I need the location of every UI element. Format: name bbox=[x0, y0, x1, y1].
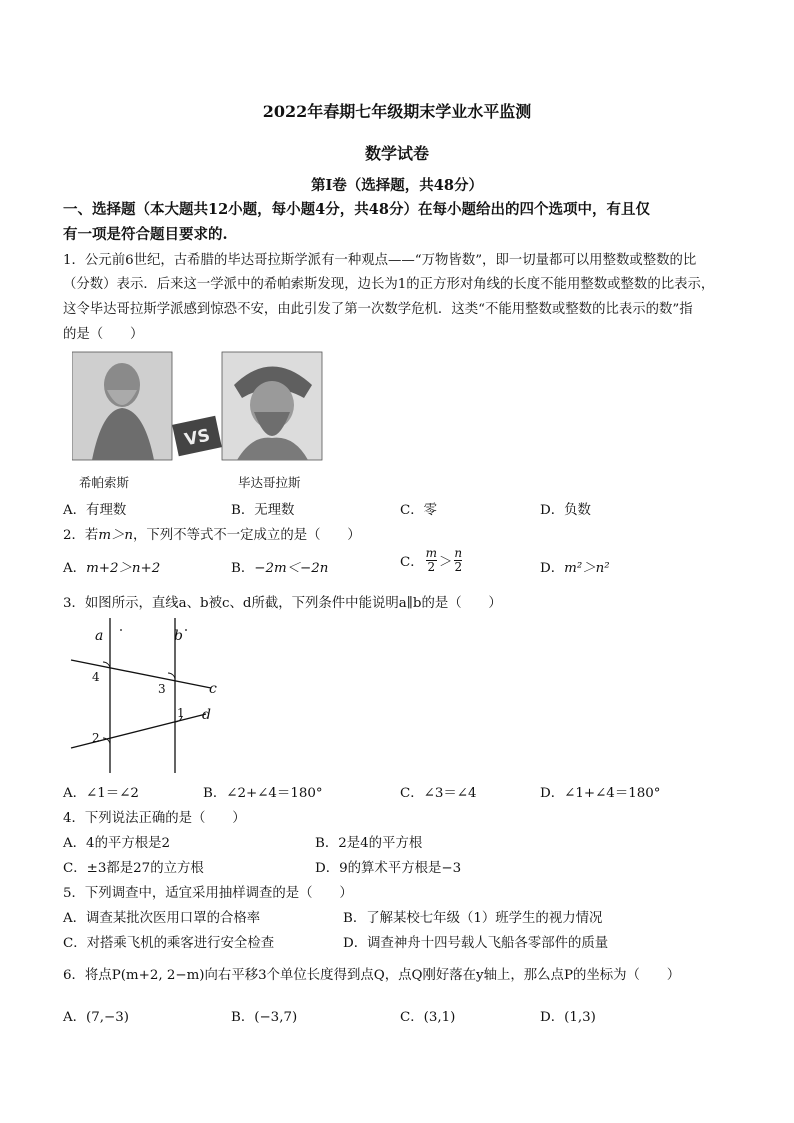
q2-option-d bbox=[540, 557, 610, 576]
q4-stem: 4．下列说法正确的是（ ） bbox=[63, 811, 246, 826]
q2-stem bbox=[63, 524, 361, 543]
q1-line2: （分数）表示．后来这一学派中的希帕索斯发现，边长为1的正方形对角线的长度不能用整数或整数的比表示， bbox=[63, 277, 715, 292]
q5-option-d: D．调查神舟十四号载人飞船各零部件的质量 bbox=[343, 936, 609, 951]
label-line-d: d bbox=[202, 707, 211, 723]
portraits-illustration bbox=[72, 350, 327, 465]
vs-text: VS bbox=[182, 425, 212, 451]
label-line-a: a bbox=[95, 628, 104, 644]
exam-title: 2022年春期七年级期末学业水平监测 bbox=[262, 102, 532, 121]
q1-figure bbox=[72, 350, 327, 465]
q6-option-a: A．(7,−3) bbox=[63, 1010, 130, 1025]
q1-line1: 1．公元前6世纪，古希腊的毕达哥拉斯学派有一种观点——“万物皆数”，即一切量都可以用整数或整数的比 bbox=[63, 253, 697, 268]
q5-stem: 5．下列调查中，适宜采用抽样调查的是（ ） bbox=[63, 886, 353, 901]
q5-option-b: B．了解某校七年级（1）班学生的视力情况 bbox=[343, 911, 603, 926]
q3-option-c: C．∠3＝∠4 bbox=[400, 786, 477, 801]
q2-stem-expr: m＞n bbox=[98, 528, 134, 543]
q2-option-c-frac1: $\frac{m}{2}$ bbox=[425, 546, 438, 574]
q2-option-d-label: D． bbox=[540, 561, 565, 576]
label-angle-2: 2 bbox=[92, 731, 100, 745]
q1-option-c: C．零 bbox=[400, 503, 438, 518]
q2-option-d-expr: m²＞n² bbox=[564, 561, 610, 576]
q1-option-a: A．有理数 bbox=[63, 503, 127, 518]
q4-option-a: A．4的平方根是2 bbox=[63, 836, 171, 851]
q3-option-a: A．∠1＝∠2 bbox=[63, 786, 139, 801]
q3-option-d: D．∠1+∠4＝180° bbox=[540, 786, 661, 801]
q3-figure bbox=[66, 618, 228, 773]
label-line-c: c bbox=[209, 681, 217, 697]
q2-option-a bbox=[63, 557, 160, 576]
q2-option-b-label: B． bbox=[231, 561, 255, 576]
q6-option-b: B．(−3,7) bbox=[231, 1010, 298, 1025]
label-angle-1: 1 bbox=[177, 706, 185, 720]
label-line-b: b bbox=[174, 628, 183, 644]
caption-hippasus: 希帕索斯 bbox=[79, 475, 130, 490]
q2-stem-prefix: 2．若 bbox=[63, 528, 99, 543]
q2-option-b bbox=[231, 557, 328, 576]
caption-pythagoras: 毕达哥拉斯 bbox=[238, 475, 301, 490]
q4-option-c: C．±3都是27的立方根 bbox=[63, 861, 204, 876]
q1-line4: 的是（ ） bbox=[63, 327, 144, 342]
q3-option-b: B．∠2+∠4＝180° bbox=[203, 786, 323, 801]
section-heading-line1: 一、选择题（本大题共12小题，每小题4分，共48分）在每小题给出的四个选项中，有且仅 bbox=[63, 201, 650, 218]
q2-option-c-gt: ＞ bbox=[439, 555, 453, 570]
q4-option-d: D．9的算术平方根是−3 bbox=[315, 861, 462, 876]
q2-option-b-expr: −2m＜−2n bbox=[254, 561, 329, 576]
part-heading: 第Ⅰ卷（选择题，共48分） bbox=[311, 177, 483, 194]
q4-option-b: B．2是4的平方根 bbox=[315, 836, 423, 851]
section-heading-line2: 有一项是符合题目要求的. bbox=[63, 226, 228, 243]
label-angle-3: 3 bbox=[158, 682, 166, 696]
q6-stem: 6．将点P(m+2, 2−m)向右平移3个单位长度得到点Q，点Q刚好落在y轴上，那么点P的坐标为（ ） bbox=[63, 968, 681, 983]
q1-option-b: B．无理数 bbox=[231, 503, 295, 518]
q1-line3: 这令毕达哥拉斯学派感到惊恐不安，由此引发了第一次数学危机．这类“不能用整数或整数的比表示的数”指 bbox=[63, 302, 693, 317]
q2-option-c bbox=[400, 547, 464, 574]
q2-option-c-frac2: $\frac{n}{2}$ bbox=[454, 546, 463, 574]
exam-subtitle: 数学试卷 bbox=[364, 144, 429, 163]
q5-option-a: A．调查某批次医用口罩的合格率 bbox=[63, 911, 261, 926]
parallel-lines-diagram bbox=[66, 618, 228, 773]
q5-option-c: C．对搭乘飞机的乘客进行安全检查 bbox=[63, 936, 275, 951]
q2-option-a-expr: m+2＞n+2 bbox=[86, 561, 161, 576]
q6-option-c: C．(3,1) bbox=[400, 1010, 456, 1025]
q2-stem-suffix: ，下列不等式不一定成立的是（ ） bbox=[133, 528, 361, 543]
q2-option-c-label: C． bbox=[400, 555, 424, 570]
q1-option-d: D．负数 bbox=[540, 503, 591, 518]
q2-option-a-label: A． bbox=[63, 561, 87, 576]
label-angle-4: 4 bbox=[92, 670, 100, 684]
q3-stem: 3．如图所示，直线a、b被c、d所截，下列条件中能说明a∥b的是（ ） bbox=[63, 596, 502, 611]
q6-option-d: D．(1,3) bbox=[540, 1010, 596, 1025]
